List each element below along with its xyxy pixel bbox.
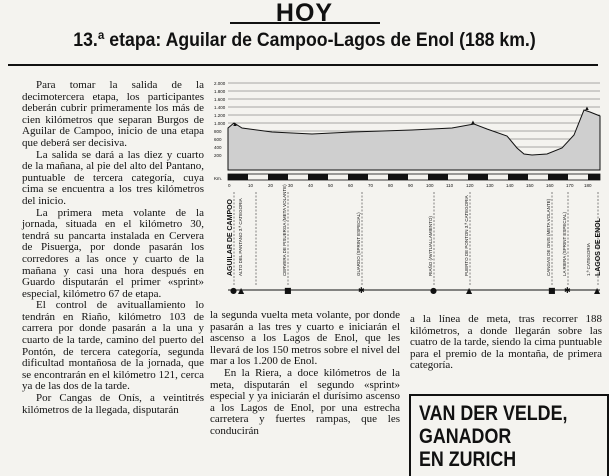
km-tick: 180 xyxy=(584,183,592,188)
paragraph: La salida se dará a las diez y cuarto de la mañana, al pie del alto del Pantano, puntuable de tercera categoría, cuya cima se encuentra a los tres kilómetros del inicio. xyxy=(22,148,204,207)
profile-marker: ▲ xyxy=(470,120,476,126)
km-tick: 60 xyxy=(348,183,354,188)
km-tick: 90 xyxy=(408,183,414,188)
km-tick: 110 xyxy=(446,183,454,188)
masthead-rule xyxy=(230,22,380,24)
marker-square-icon: ■ xyxy=(284,286,292,295)
stage-profile-chart xyxy=(212,80,604,312)
marker-square-icon: ■ xyxy=(548,286,556,295)
sidebar-headline-line: VAN DER VELDE, xyxy=(419,402,568,425)
sidebar-news-box xyxy=(409,394,609,476)
km-tick: 160 xyxy=(546,183,554,188)
km-tick: 100 xyxy=(426,183,434,188)
marker-circle-icon: ● xyxy=(230,286,237,295)
place-label: CERVERA DE PISUERGA (META VOLANTE) xyxy=(282,184,287,276)
km-tick: 170 xyxy=(566,183,574,188)
y-axis-label: 200 xyxy=(214,153,222,158)
y-axis-label: 2.000 xyxy=(214,81,226,86)
article-column-3 xyxy=(410,314,602,372)
place-label: GUARDO (SPRINT ESPECIAL) xyxy=(356,212,361,276)
start-label: AGUILAR DE CAMPOO xyxy=(227,199,234,276)
paragraph: Para tomar la salida de la decimotercera etapa, los participantes deberán cubrir primeramente los más de cien kilómetros que separan Burgos de Aguilar de Campoo, inicio de una etapa que deberá ser decisiva. xyxy=(22,79,204,149)
marker-star-icon: ✱ xyxy=(564,286,571,295)
km-tick: 150 xyxy=(526,183,534,188)
paragraph: a la línea de meta, tras recorrer 188 kilómetros, a donde llegarán sobre las cuatro de la tarde, siendo la cima puntuable para el premio de la montaña, de primera categoría. xyxy=(410,313,602,372)
article-column-1 xyxy=(22,80,204,416)
article-column-2 xyxy=(210,310,400,438)
paragraph: El control de avituallamiento lo tendrán en Riaño, kilómetro 103 de carrera por donde pasarán a la una y cuarto de la tarde, camino del puerto del Pontón, de tercera categoría, segunda dificultad montañosa de la jornada, que se encontrarán en el kilómetro 121, cerca ya de las dos de la tarde. xyxy=(22,299,204,393)
place-label: LA RIERA (SPRINT ESPECIAL) xyxy=(562,212,567,276)
finish-label: LAGOS DE ENOL xyxy=(595,218,602,276)
place-label: 1.ª CATEGORIA xyxy=(586,243,591,276)
km-tick: 80 xyxy=(388,183,394,188)
km-tick: 120 xyxy=(466,183,474,188)
km-tick: 130 xyxy=(486,183,494,188)
y-axis-label: 400 xyxy=(214,145,222,150)
sidebar-headline-line: EN ZURICH xyxy=(419,448,517,471)
marker-circle-icon: ● xyxy=(430,286,437,295)
sidebar-headline xyxy=(419,402,567,471)
km-tick: 30 xyxy=(288,183,294,188)
km-tick: 40 xyxy=(308,183,314,188)
paragraph: La primera meta volante de la jornada, situada en el kilómetro 30, tendrá su pancarta instalada en Cervera de Pisuerga, por donde pasarán los corredores a las once y cuarto de la mañana y casi una hora después en Guardo disputarán el primer «sprint» especial, kilómetro 67 de etapa. xyxy=(22,206,204,300)
km-tick: 70 xyxy=(368,183,374,188)
y-axis-label: 600 xyxy=(214,137,222,142)
marker-triangle-icon: ▲ xyxy=(238,286,245,295)
y-axis-label: 1.800 xyxy=(214,89,226,94)
place-label: RIAÑO (AVITUALLAMIENTO) xyxy=(428,216,433,276)
y-axis-label: 1.400 xyxy=(214,105,226,110)
paragraph: En la Riera, a doce kilómetros de la meta, disputarán el segundo «sprint» especial y ya iniciarán el durísimo ascenso a los Lagos de Enol, por una estrecha carretera y fuertes rampas, que les conducirán xyxy=(210,366,400,437)
km-tick: 50 xyxy=(328,183,334,188)
marker-triangle-icon: ▲ xyxy=(466,286,473,295)
place-label: PUERTO DE PONTON 3.ª CATEGORIA xyxy=(464,195,469,276)
headline-rule xyxy=(8,64,598,66)
paragraph: la segunda vuelta meta volante, por donde pasarán a las tres y cuarto e iniciarán el ascenso a los Lagos de Enol, que les llevará de los 150 metros sobre el nivel del mar a los 1.200 de Enol. xyxy=(210,309,400,368)
km-tick: 0 xyxy=(228,183,231,188)
km-tick: 140 xyxy=(506,183,514,188)
stage-headline: 13.ª etapa: Aguilar de Campoo-Lagos de Enol (188 km.) xyxy=(73,30,536,51)
profile-marker: ▲ xyxy=(232,122,238,128)
km-tick: 20 xyxy=(268,183,274,188)
marker-triangle-icon: ▲ xyxy=(594,286,601,295)
place-label: CANGAS DE ONIS (META VOLANTE) xyxy=(546,198,551,276)
km-label: Km. xyxy=(214,176,223,181)
paragraph: Por Cangas de Onís, a veintitrés kilómetros de la llegada, disputarán xyxy=(22,392,204,416)
sidebar-headline-line: GANADOR xyxy=(419,425,512,448)
marker-star-icon: ✱ xyxy=(358,286,365,295)
profile-marker: ▲ xyxy=(584,106,590,112)
y-axis-label: 1.000 xyxy=(214,121,226,126)
y-axis-label: 800 xyxy=(214,129,222,134)
place-label: ALTO DEL PANTANO 3.ª CATEGORIA xyxy=(238,198,243,276)
y-axis-label: 1.600 xyxy=(214,97,226,102)
elevation-profile xyxy=(228,110,600,170)
newspaper-name: HOY xyxy=(275,0,334,27)
y-axis-label: 1.200 xyxy=(214,113,226,118)
km-tick: 10 xyxy=(248,183,254,188)
